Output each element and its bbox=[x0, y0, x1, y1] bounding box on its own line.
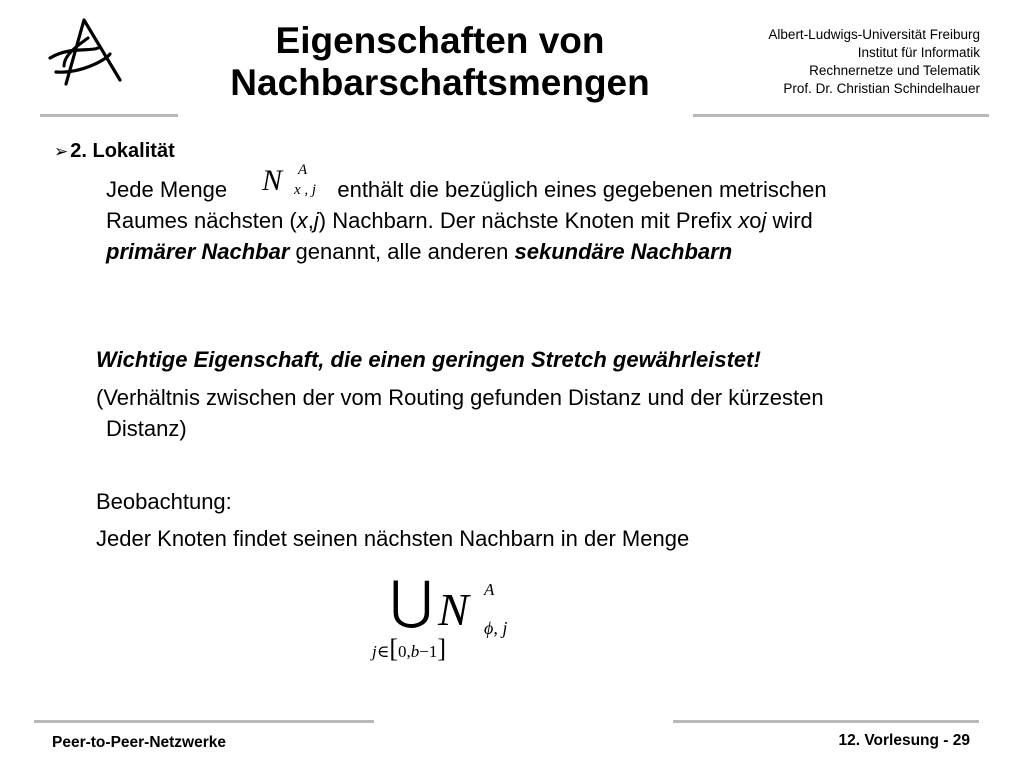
definition-pre: Jede Menge bbox=[106, 177, 228, 202]
secondary-neighbor-term: sekundäre Nachbarn bbox=[514, 239, 733, 264]
union-formula bbox=[366, 573, 536, 668]
institution-professor: Prof. Dr. Christian Schindelhauer bbox=[783, 81, 980, 96]
ratio-explanation-line-2: Distanz) bbox=[106, 416, 187, 441]
section-heading bbox=[54, 140, 175, 163]
footer-course: Peer-to-Peer-Netzwerke bbox=[52, 734, 227, 751]
ratio-explanation-line-1: (Verhältnis zwischen der vom Routing gefunden Distanz und der kürzesten bbox=[96, 385, 824, 410]
title-line-2: Nachbarschaftsmengen bbox=[230, 62, 650, 103]
footer-rule-right bbox=[673, 720, 979, 723]
formula-set-subscript: x , j bbox=[294, 182, 317, 198]
definition-line-2 bbox=[106, 205, 813, 236]
definition-post: enthält die bezüglich eines gegebenen metrischen bbox=[337, 177, 827, 202]
union-index-zero: 0, bbox=[398, 642, 411, 661]
definition-line2-comma: , bbox=[307, 208, 314, 233]
primary-neighbor-term: primärer Nachbar bbox=[106, 239, 290, 264]
header-rule-left bbox=[40, 114, 178, 117]
definition-line2-text-c: wird bbox=[766, 208, 813, 233]
union-index-b: b bbox=[410, 642, 420, 661]
footer-rule-left bbox=[34, 720, 374, 723]
bullet-arrow-icon: ➢ bbox=[54, 142, 69, 161]
definition-line2-x2: x bbox=[738, 208, 750, 233]
union-superscript: A bbox=[484, 580, 495, 599]
institution-institute: Institut für Informatik bbox=[857, 45, 980, 60]
header-rule-right bbox=[693, 114, 989, 117]
union-index-in: ∈ bbox=[376, 642, 390, 661]
union-index-close: ] bbox=[437, 634, 447, 663]
definition-line2-o: o bbox=[749, 208, 762, 233]
important-property: Wichtige Eigenschaft, die einen geringen Stretch gewährleistet! bbox=[96, 347, 761, 372]
page-title bbox=[190, 20, 690, 104]
union-set-symbol: N bbox=[438, 584, 469, 635]
union-index-range bbox=[372, 636, 446, 665]
definition-line-3 bbox=[106, 236, 732, 267]
title-line-1: Eigenschaften von bbox=[275, 20, 605, 61]
union-operator-icon: ⋃ bbox=[390, 573, 433, 630]
union-index-open: [ bbox=[389, 634, 398, 663]
definition-line-1 bbox=[106, 174, 827, 205]
union-index-minus-one: −1 bbox=[419, 642, 438, 661]
footer-lecture-page: 12. Vorlesung - 29 bbox=[838, 732, 970, 749]
definition-line2-j2: j bbox=[761, 208, 767, 233]
union-subscript: ϕ, j bbox=[484, 618, 508, 638]
formula-set-superscript: A bbox=[298, 162, 308, 178]
union-index-var: j bbox=[372, 642, 377, 661]
neighbor-set-formula bbox=[262, 162, 342, 206]
institution-block bbox=[768, 26, 980, 98]
definition-line2-x: x bbox=[296, 208, 308, 233]
institution-group: Rechnernetze und Telematik bbox=[809, 63, 980, 78]
formula-set-symbol: N bbox=[262, 164, 283, 197]
observation-label: Beobachtung: bbox=[96, 489, 232, 514]
university-logo bbox=[40, 14, 124, 98]
observation-text: Jeder Knoten findet seinen nächsten Nachbarn in der Menge bbox=[96, 526, 690, 551]
definition-line3-mid: genannt, alle anderen bbox=[289, 239, 515, 264]
section-heading-text: 2. Lokalität bbox=[70, 140, 175, 162]
definition-line2-text-a: Raumes nächsten ( bbox=[106, 208, 297, 233]
definition-line2-text-b: ) Nachbarn. Der nächste Knoten mit Prefix bbox=[318, 208, 739, 233]
definition-line2-j: j bbox=[313, 208, 319, 233]
institution-university: Albert-Ludwigs-Universität Freiburg bbox=[768, 27, 980, 42]
